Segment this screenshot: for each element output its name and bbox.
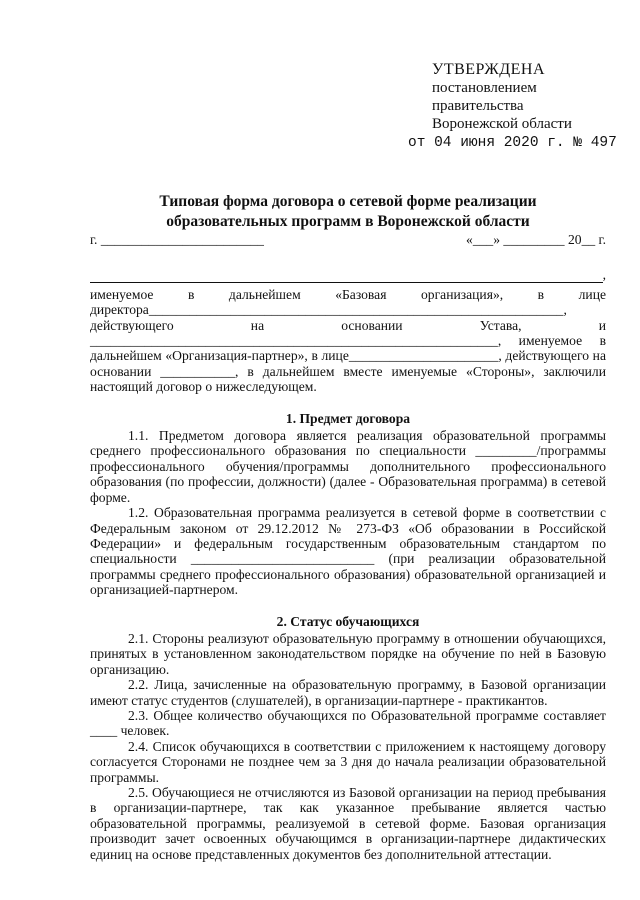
paragraph: 2.1. Стороны реализуют образовательную программу в отношении обучающихся, принятых в установленном законодательством порядке на обучение по ней в Базовую организацию. (90, 630, 606, 677)
document-body (90, 232, 606, 862)
party-blank-row (90, 267, 606, 282)
preamble-line: директора_____________________________________________________________, (90, 302, 567, 318)
preamble-line: основании ___________, в дальнейшем вместе именуемые «Стороны», заключили (90, 363, 606, 379)
place-date-row (90, 232, 606, 247)
preamble-line: дальнейшем «Организация-партнер», в лице______________________, действующего на (90, 348, 606, 364)
paragraph: 2.3. Общее количество обучающихся по Образовательной программе составляет ____ человек. (90, 707, 606, 739)
approval-line: Воронежской области (432, 116, 572, 132)
document-title (90, 192, 606, 232)
paragraph: 2.2. Лица, зачисленные на образовательную программу, в Базовой организации имеют статус студентов (слушателей), в организации-партнере - практикантов. (90, 677, 606, 708)
approval-stamp (408, 61, 617, 152)
paragraph: 2.4. Список обучающихся в соответствии с приложением к настоящему договору согласуется Сторонами не позднее чем за 3 дня до начала реализации образовательной программы. (90, 738, 606, 785)
paragraph: 1.2. Образовательная программа реализуется в сетевой форме в соответствии с Федеральным законом от 29.12.2012 № 273-ФЗ «Об образовании в Российской Федерации» и федеральным государственным образовательным стандартом по специальности ___________________________ (при реализации образовательной программы среднего профессионального образования) образовательной организацией и организацией-партнером. (90, 505, 606, 598)
preamble-line: ____________________________________________________________, именуемое в (90, 333, 606, 349)
party-blank-comma: , (602, 267, 606, 283)
city-field: г. ________________________ (90, 232, 264, 247)
paragraph: 2.5. Обучающиеся не отчисляются из Базовой организации на период пребывания в организации-партнере, так как указанное пребывание является частью образовательной программы, реализуемой в сетевой форме. Базовая организация производит зачет освоенных обучающимся в организации-партнере дидактических единиц на основе представленных документов без дополнительной аттестации. (90, 785, 606, 862)
approval-heading: УТВЕРЖДЕНА (432, 61, 546, 78)
party-blank-line (90, 268, 603, 283)
date-field: «___» _________ 20__ г. (466, 232, 606, 247)
title-line: Типовая форма договора о сетевой форме реализации (159, 193, 537, 210)
preamble-line: именуемое в дальнейшем «Базовая организация», в лице (90, 286, 606, 302)
approval-line: правительства (432, 98, 524, 114)
approval-line: постановлением (432, 80, 537, 96)
paragraph: 1.1. Предметом договора является реализация образовательной программы среднего профессионального образования по специальности _________/программы профессионального обучения/программы дополнительного профессионального образования (по профессии, должности) (далее - Образовательная программа) в сетевой форме. (90, 428, 606, 505)
title-line: образовательных программ в Воронежской области (166, 213, 530, 230)
preamble-line: действующего на основании Устава, и (90, 317, 606, 333)
section-heading: 1. Предмет договора (285, 410, 411, 426)
section-heading: 2. Статус обучающихся (276, 613, 420, 629)
approval-date: от 04 июня 2020 г. № 497 (408, 135, 617, 151)
preamble-line: настоящий договор о нижеследующем. (90, 379, 317, 395)
